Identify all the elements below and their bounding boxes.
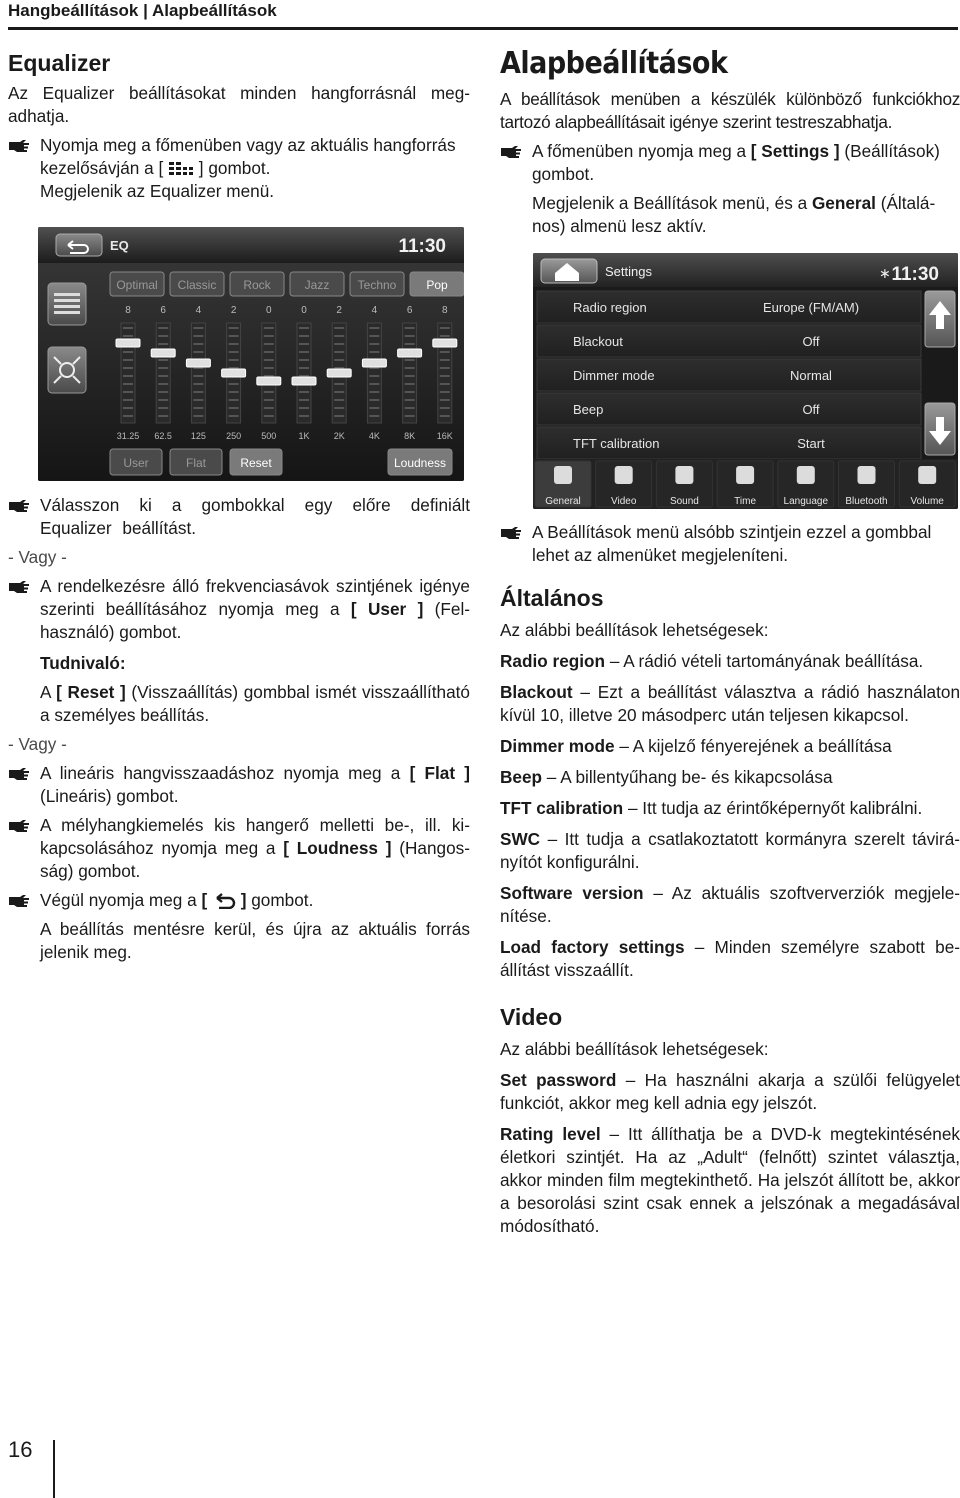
settings-row-label: Blackout	[573, 334, 623, 349]
step6-bracket-open: [	[201, 890, 212, 910]
step-loudness	[8, 814, 470, 883]
eq-slider-knob[interactable]	[362, 359, 386, 367]
eq-slider-tick	[193, 375, 203, 377]
video-item	[500, 1069, 960, 1115]
eq-freq-label: 4K	[368, 431, 380, 441]
step6-bracket-close: ]	[235, 890, 247, 910]
general-ref: General	[811, 193, 876, 213]
step2-text: Válasszon ki a gombokkal egy előre definiált Equalizer beállítást.	[40, 495, 470, 538]
bluetooth-status-icon: ∗	[879, 266, 891, 282]
eq-slider-tick	[123, 375, 133, 377]
settings-button-ref: [ Settings ]	[750, 141, 840, 161]
eq-mode-button	[48, 283, 86, 325]
balance-button	[48, 347, 86, 393]
eq-slider-tick	[440, 351, 450, 353]
settings-screen	[533, 253, 958, 509]
eq-slider-tick	[299, 391, 309, 393]
eq-slider-tick	[264, 415, 274, 417]
eq-slider-tick	[229, 343, 239, 345]
settings-tab-icon	[797, 466, 815, 484]
altalanos-title: Általános	[500, 585, 604, 611]
note-text-c: (Visszaállítás) gombbal ismét visszaállítható a személyes beállítás.	[40, 682, 470, 725]
eq-slider-tick	[369, 327, 379, 329]
eq-preset-label: Jazz	[304, 278, 330, 292]
eq-slider-tick	[158, 343, 168, 345]
header-rule	[8, 27, 958, 30]
eq-slider-tick	[229, 351, 239, 353]
altalanos-desc: – A kijelző fényerejének a beállítása	[614, 736, 892, 756]
settings-tab-icon	[675, 466, 693, 484]
eq-slider-tick	[229, 383, 239, 385]
loudness-button-ref: [ Loudness ]	[283, 838, 392, 858]
settings-screen-time: 11:30	[891, 264, 939, 285]
step-back	[8, 889, 470, 912]
eq-slider-tick	[440, 367, 450, 369]
eq-slider-tick	[440, 415, 450, 417]
eq-slider-tick	[405, 335, 415, 337]
video-term: Rating level	[500, 1124, 601, 1144]
eq-slider-knob[interactable]	[222, 369, 246, 377]
settings-row-value: Normal	[790, 368, 832, 383]
equalizer-intro: Az Equalizer beállításokat minden hangforrásnál megadhatja.	[8, 83, 470, 126]
settings-row-value: Europe (FM/AM)	[762, 300, 860, 315]
eq-slider-tick	[264, 327, 274, 329]
eq-slider-tick	[193, 327, 203, 329]
eq-gain-label: 2	[230, 305, 237, 316]
eq-slider-tick	[229, 335, 239, 337]
eq-slider-tick	[334, 359, 344, 361]
left-column	[8, 44, 470, 203]
eq-gain-label: 4	[195, 305, 202, 316]
eq-slider-tick	[334, 399, 344, 401]
eq-slider-tick	[229, 327, 239, 329]
eq-slider-tick	[405, 407, 415, 409]
step-user-settings	[8, 575, 470, 644]
eq-slider-tick	[158, 383, 168, 385]
eq-slider-tick	[193, 415, 203, 417]
eq-slider-tick	[264, 335, 274, 337]
eq-slider-knob[interactable]	[257, 377, 281, 385]
eq-slider-tick	[123, 327, 133, 329]
eq-slider-tick	[369, 335, 379, 337]
video-item	[500, 1123, 960, 1238]
eq-slider-tick	[440, 375, 450, 377]
eq-bottom-label: Reset	[240, 456, 272, 470]
eq-slider-knob[interactable]	[292, 377, 316, 385]
eq-slider-tick	[369, 375, 379, 377]
running-header: Hangbeállítások | Alapbeállítások	[8, 1, 277, 20]
flat-button-ref: [ Flat ]	[409, 763, 470, 783]
eq-slider-tick	[405, 399, 415, 401]
eq-slider-tick	[405, 343, 415, 345]
altalanos-term: SWC	[500, 829, 541, 849]
pointing-hand-icon	[500, 524, 522, 540]
note-text-a: A	[40, 682, 57, 702]
or-separator-2: - Vagy -	[8, 734, 67, 754]
eq-slider-tick	[158, 375, 168, 377]
eq-slider-tick	[334, 335, 344, 337]
eq-slider-knob[interactable]	[186, 359, 210, 367]
altalanos-desc: – A billentyűhang be- és kikapcsolása	[542, 767, 833, 787]
eq-slider-tick	[405, 375, 415, 377]
pointing-hand-icon	[8, 137, 30, 153]
settings-result-a: Megjelenik a Beállítások menü, és a	[532, 193, 812, 213]
eq-slider-tick	[229, 407, 239, 409]
altalanos-item	[500, 650, 960, 673]
eq-slider-tick	[299, 327, 309, 329]
eq-bottom-buttons	[110, 449, 452, 475]
pointing-hand-icon	[8, 765, 30, 781]
alap-intro: A beállítások menüben a készülék különböző funkciókhoz tartozó alapbeállításait igénye szerint testreszabhatja.	[500, 89, 960, 132]
eq-slider-tick	[264, 343, 274, 345]
eq-slider-tick	[193, 343, 203, 345]
step5-text-c: (Hangosság) gombot.	[40, 838, 470, 881]
eq-preset-label: Classic	[177, 278, 217, 292]
eq-gain-label: 6	[160, 305, 166, 316]
eq-preset-label: Rock	[243, 278, 271, 292]
right-column-lower	[500, 521, 960, 1246]
left-column-lower	[8, 494, 470, 964]
settings-step-text-a: A főmenüben nyomja meg a	[532, 141, 751, 161]
eq-freq-label: 125	[190, 431, 206, 441]
eq-slider-knob[interactable]	[151, 349, 175, 357]
altalanos-list	[500, 650, 960, 982]
settings-tabs	[535, 461, 955, 507]
eq-freq-label: 2K	[333, 431, 345, 441]
eq-slider-tick	[334, 343, 344, 345]
altalanos-item	[500, 735, 960, 758]
settings-row-label: Radio region	[573, 300, 647, 315]
settings-result-c: (Általános) almenü lesz aktív.	[532, 193, 936, 236]
eq-freq-label: 31.25	[116, 431, 140, 441]
eq-slider-tick	[334, 351, 344, 353]
settings-row-value: Off	[802, 402, 820, 417]
eq-slider-tick	[405, 415, 415, 417]
eq-screen-time: 11:30	[398, 236, 446, 257]
step3-text-c: (Felhasználó) gombot.	[40, 599, 471, 642]
eq-slider-tick	[123, 415, 133, 417]
eq-slider-tick	[123, 391, 133, 393]
settings-row-value: Start	[797, 436, 825, 451]
eq-gain-label: 0	[266, 305, 272, 316]
eq-slider-tick	[264, 391, 274, 393]
eq-slider-tick	[123, 399, 133, 401]
step1-result: Megjelenik az Equalizer menü.	[40, 181, 275, 201]
altalanos-item	[500, 828, 960, 874]
eq-bottom-label: Flat	[185, 456, 207, 470]
eq-slider-tick	[440, 359, 450, 361]
eq-slider-tick	[299, 407, 309, 409]
settings-tab-label: Language	[783, 496, 829, 507]
eq-slider-tick	[193, 391, 203, 393]
eq-slider-tick	[264, 351, 274, 353]
reset-button-ref: [ Reset ]	[56, 682, 126, 702]
video-desc: – Ha használni akarja a szülői felügyelet funkciót, akkor meg kell adnia egy jelszót.	[500, 1070, 960, 1113]
altalanos-item	[500, 797, 960, 820]
alapbeallitasok-title: Alapbeállítások	[500, 46, 728, 81]
eq-slider-tick	[299, 351, 309, 353]
eq-slider-tick	[369, 343, 379, 345]
eq-slider-knob[interactable]	[327, 369, 351, 377]
eq-freq-label: 250	[226, 431, 242, 441]
eq-slider-tick	[440, 391, 450, 393]
eq-bottom-label: Loudness	[393, 456, 447, 470]
settings-tab-label: Time	[734, 496, 757, 507]
video-list	[500, 1069, 960, 1238]
eq-slider-tick	[440, 399, 450, 401]
eq-bottom-label: User	[123, 456, 149, 470]
eq-slider-tick	[123, 383, 133, 385]
altalanos-intro: Az alábbi beállítások lehetségesek:	[500, 620, 769, 640]
step6-text-a: Végül nyomja meg a	[40, 890, 202, 910]
altalanos-item	[500, 766, 960, 789]
eq-slider-tick	[405, 367, 415, 369]
eq-slider-tick	[229, 359, 239, 361]
pointing-hand-icon	[8, 578, 30, 594]
eq-slider-tick	[440, 407, 450, 409]
eq-slider-tick	[158, 407, 168, 409]
pointing-hand-icon	[500, 143, 522, 159]
altalanos-term: Radio region	[500, 651, 606, 671]
altalanos-item	[500, 882, 960, 928]
settings-step-text-c: (Beállítások) gombot.	[532, 141, 940, 184]
step6-text-d: gombot.	[246, 890, 314, 910]
settings-screen-title: Settings	[605, 264, 652, 279]
eq-slider-tick	[193, 383, 203, 385]
step1-text-b: ] gombot.	[194, 158, 271, 178]
page-number-rule	[53, 1440, 55, 1498]
eq-slider-tick	[334, 415, 344, 417]
eq-screen-title: EQ	[110, 238, 129, 253]
settings-row-label: Dimmer mode	[573, 368, 655, 383]
eq-slider-tick	[158, 399, 168, 401]
page-number: 16	[8, 1437, 33, 1462]
settings-tab-icon	[615, 466, 633, 484]
step-flat	[8, 762, 470, 808]
step-open-equalizer	[8, 134, 470, 180]
eq-slider-tick	[193, 407, 203, 409]
eq-slider-tick	[158, 415, 168, 417]
eq-slider-tick	[264, 367, 274, 369]
eq-slider-tick	[369, 391, 379, 393]
back-arrow-icon	[212, 893, 236, 909]
eq-slider-tick	[405, 391, 415, 393]
or-separator: - Vagy -	[8, 547, 67, 567]
settings-tab-label: Bluetooth	[845, 496, 888, 507]
eq-slider-tick	[299, 359, 309, 361]
eq-slider-tick	[229, 399, 239, 401]
eq-slider-knob[interactable]	[433, 339, 457, 347]
eq-gain-label: 8	[442, 305, 448, 316]
step-open-settings	[500, 140, 960, 186]
equalizer-screen	[38, 227, 464, 481]
altalanos-term: Software version	[500, 883, 644, 903]
eq-slider-tick	[440, 327, 450, 329]
eq-freq-label: 500	[261, 431, 277, 441]
eq-slider-tick	[334, 383, 344, 385]
settings-row-label: TFT calibration	[573, 436, 660, 451]
eq-slider-tick	[158, 359, 168, 361]
settings-tab-icon	[736, 466, 754, 484]
eq-slider-tick	[299, 415, 309, 417]
eq-slider-tick	[369, 383, 379, 385]
altalanos-term: Blackout	[500, 682, 573, 702]
eq-slider-tick	[405, 383, 415, 385]
eq-slider-tick	[334, 391, 344, 393]
eq-slider-tick	[264, 399, 274, 401]
eq-slider-tick	[158, 391, 168, 393]
eq-gain-label: 0	[301, 305, 307, 316]
eq-slider-tick	[334, 327, 344, 329]
eq-freq-label: 8K	[404, 431, 416, 441]
eq-freq-label: 16K	[436, 431, 453, 441]
step-select-preset	[8, 494, 470, 540]
eq-slider-tick	[440, 335, 450, 337]
settings-tab-label: Sound	[669, 496, 699, 507]
eq-preset-label: Techno	[357, 278, 397, 292]
settings-tab-label: Volume	[910, 496, 944, 507]
eq-preset-label: Pop	[426, 278, 448, 292]
eq-slider-tick	[264, 407, 274, 409]
eq-preset-label: Optimal	[116, 278, 158, 292]
eq-slider-tick	[229, 391, 239, 393]
pointing-hand-icon	[8, 497, 30, 513]
equalizer-title: Equalizer	[8, 50, 111, 76]
settings-row-value: Off	[802, 334, 820, 349]
altalanos-term: TFT calibration	[500, 798, 624, 818]
eq-slider-tick	[299, 343, 309, 345]
altalanos-desc: – Minden személyre szabott beállítást visszaállít.	[500, 937, 960, 980]
altalanos-term: Load factory settings	[500, 937, 685, 957]
eq-slider-tick	[229, 415, 239, 417]
altalanos-desc: – Az aktuális szoftververziók megjelenítése.	[500, 883, 960, 926]
eq-slider-tick	[158, 367, 168, 369]
eq-slider-tick	[440, 383, 450, 385]
eq-slider-tick	[158, 327, 168, 329]
settings-tab-label: General	[545, 496, 581, 507]
eq-slider-tick	[299, 367, 309, 369]
eq-slider-tick	[405, 359, 415, 361]
eq-slider-tick	[158, 335, 168, 337]
step4-text-a: A lineáris hangvisszaadáshoz nyomja meg a	[40, 763, 410, 783]
video-term: Set password	[500, 1070, 617, 1090]
step-submenu	[500, 521, 960, 567]
eq-freq-label: 62.5	[154, 431, 172, 441]
altalanos-item	[500, 681, 960, 727]
video-desc: – Itt állíthatja be a DVD-k megtekintésének életkori szintjét. Ha az „Adult“ (felnőtt) szintet választja, akkor minden film megtekinthető. Ha jelszót állított be, akkor a besorolási szint csak ennek a jelszónak a megadásával módosítható.	[500, 1124, 960, 1236]
submenu-text: A Beállítások menü alsóbb szintjein ezzel a gombbal lehet az almenüket megjeleníteni.	[532, 522, 932, 565]
video-title: Video	[500, 1004, 563, 1030]
eq-slider-tick	[123, 367, 133, 369]
eq-slider-tick	[123, 335, 133, 337]
equalizer-screenshot	[38, 227, 464, 481]
eq-slider-tick	[193, 335, 203, 337]
eq-slider-knob[interactable]	[398, 349, 422, 357]
eq-slider-tick	[405, 327, 415, 329]
video-intro: Az alábbi beállítások lehetségesek:	[500, 1039, 769, 1059]
step1-text-a: Nyomja meg a főmenüben vagy az aktuális hangforrás kezelősávján a [	[40, 135, 456, 178]
step5-text-a: A mélyhangkiemelés kis hangerő melletti be-, ill. kikapcsolásához nyomja meg a	[40, 815, 470, 858]
eq-slider-tick	[123, 407, 133, 409]
altalanos-desc: – Itt tudja az érintőképernyőt kalibrálni.	[623, 798, 923, 818]
altalanos-desc: – A rádió vételi tartományának beállítása.	[605, 651, 924, 671]
eq-gain-label: 8	[125, 305, 131, 316]
step6-result: A beállítás mentésre kerül, és újra az aktuális forrás jelenik meg.	[40, 919, 470, 962]
altalanos-term: Dimmer mode	[500, 736, 615, 756]
settings-row-label: Beep	[573, 402, 604, 417]
step3-text-a: A rendelkezésre álló frekvenciasávok szintjének igénye szerinti beállításához nyomja meg a	[40, 576, 470, 619]
eq-gain-label: 2	[336, 305, 342, 316]
eq-gain-label: 6	[406, 305, 413, 316]
eq-slider-tick	[299, 335, 309, 337]
altalanos-term: Beep	[500, 767, 543, 787]
eq-gain-label: 4	[371, 305, 378, 316]
settings-tab-icon	[918, 466, 936, 484]
eq-slider-tick	[334, 407, 344, 409]
altalanos-desc: – Itt tudja a csatlakoztatott kormányra szerelt távirányítót konfigurálni.	[500, 829, 960, 872]
user-button-ref: [ User ]	[350, 599, 424, 619]
right-column	[500, 44, 960, 238]
settings-rows	[537, 291, 921, 459]
step4-text-c: (Lineáris) gombot.	[40, 786, 179, 806]
eq-slider-tick	[369, 415, 379, 417]
settings-screenshot	[533, 253, 958, 509]
settings-tab-icon	[554, 466, 572, 484]
eq-slider-tick	[369, 407, 379, 409]
eq-slider-knob[interactable]	[116, 339, 140, 347]
eq-slider-tick	[123, 351, 133, 353]
settings-tab-icon	[858, 466, 876, 484]
eq-freq-label: 1K	[298, 431, 310, 441]
eq-slider-tick	[369, 351, 379, 353]
equalizer-icon	[168, 161, 194, 177]
pointing-hand-icon	[8, 892, 30, 908]
pointing-hand-icon	[8, 817, 30, 833]
eq-slider-tick	[193, 399, 203, 401]
altalanos-desc: – Ezt a beállítást választva a rádió használaton kívül 10, illetve 20 másodperc után teljesen kikapcsol.	[500, 682, 960, 725]
eq-slider-tick	[193, 351, 203, 353]
eq-slider-tick	[299, 399, 309, 401]
eq-slider-tick	[369, 399, 379, 401]
settings-tab-label: Video	[610, 496, 637, 507]
eq-slider-tick	[264, 359, 274, 361]
eq-slider-tick	[123, 359, 133, 361]
altalanos-item	[500, 936, 960, 982]
note-title: Tudnivaló:	[40, 653, 126, 673]
